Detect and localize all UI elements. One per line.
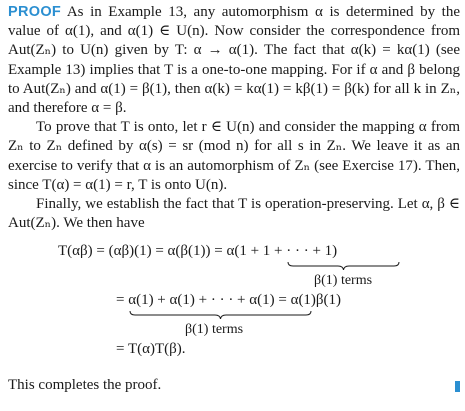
equation-line-2: = α(1) + α(1) + · · · + α(1) = α(1)β(1) [116, 292, 342, 309]
closing-line [8, 376, 460, 395]
proof-page [8, 3, 460, 396]
underbrace-1-label: β(1) terms [314, 273, 373, 289]
equation-block [8, 242, 460, 368]
equation-line-1: T(αβ) = (αβ)(1) = α(β(1)) = α(1 + 1 + · · · + 1) [58, 243, 338, 260]
underbrace-1 [287, 261, 400, 271]
underbrace-2-label: β(1) terms [185, 322, 244, 338]
proof-paragraph-1 [8, 3, 460, 118]
proof-paragraph-1-text: As in Example 13, any automorphism α is determined by the value of α(1), and α(1) ∈ U(n). Now consider the correspondence from Aut(Zₙ) to U(n) given by T: α → α(1). The fact that α(k) = kα(1) (see Example 13) implies that T is a one-to-one mapping. For if α and β belong to Aut(Zₙ) and α(1) = β(1), then α(k) = kα(1) = kβ(1) = β(k) for all k in Zₙ, and therefore α = β. [8, 4, 460, 117]
proof-paragraph-3: Finally, we establish the fact that T is operation-preserving. Let α, β ∈ Aut(Zₙ). We then have [8, 196, 460, 232]
underbrace-2 [129, 310, 312, 320]
qed-mark-icon [455, 381, 460, 392]
proof-label: PROOF [8, 4, 62, 20]
closing-text: This completes the proof. [8, 377, 162, 394]
equation-line-3: = T(α)T(β). [116, 341, 186, 358]
proof-paragraph-2: To prove that T is onto, let r ∈ U(n) and consider the mapping α from Zₙ to Zₙ defined by α(s) = sr (mod n) for all s in Zₙ. We leave it as an exercise to verify that α is an automorphism of Zₙ (see Exercise 17). Then, since T(α) = α(1) = r, T is onto U(n). [8, 119, 460, 193]
